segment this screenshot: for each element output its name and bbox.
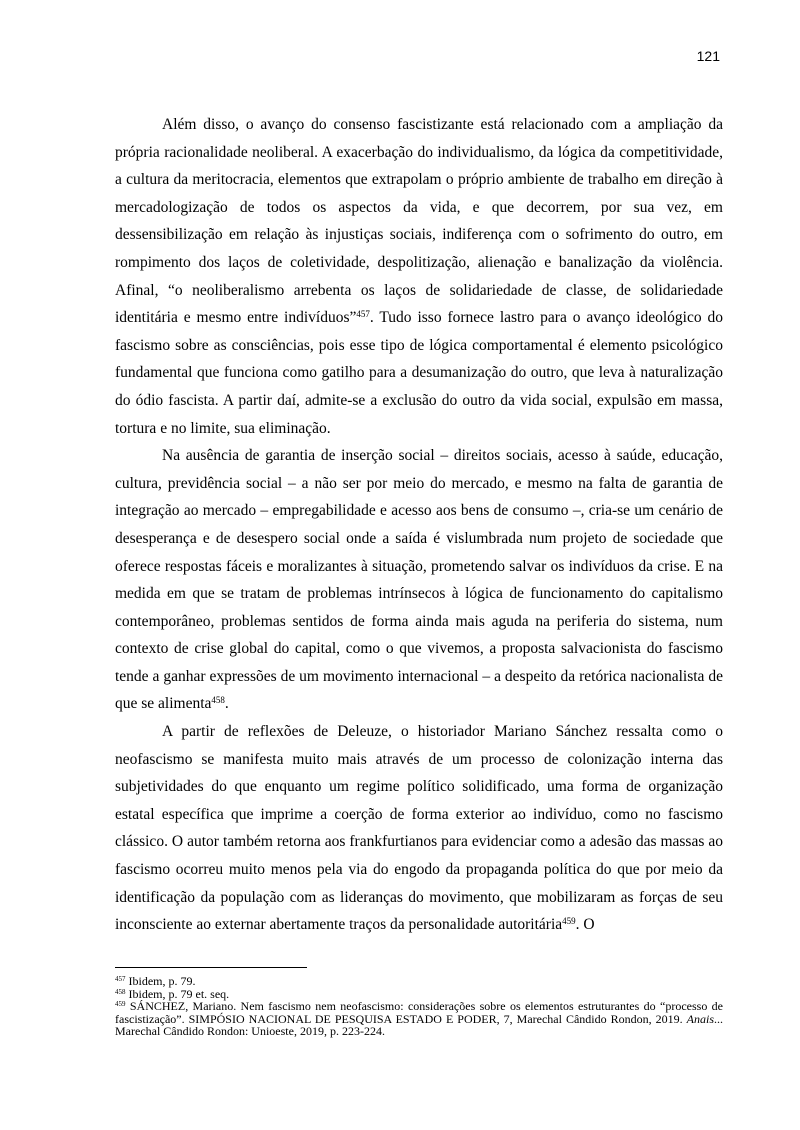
footnote-number: 459 xyxy=(115,1000,126,1009)
footnote-ref: 457 xyxy=(356,309,370,320)
page-number: 121 xyxy=(696,48,720,64)
footnote: $^{457}$ Ibidem, p. 79. xyxy=(115,974,196,988)
footnote: $^{458}$ Ibidem, p. 79 et. seq. xyxy=(115,986,230,1001)
footnote: $^{459}$ SÁNCHEZ, Mariano. Nem fascismo nem neofascismo: considerações sobre os elementos estruturantes do “processo de fascistização”. SIMPÓSIO NACIONAL DE PESQUISA ESTADO E PODER, 7, Marechal Cândido Rondon, 2019. Anais... Marechal Cândido Rondon: Unioeste, 2019, p. 223-224. xyxy=(115,999,723,1039)
footnote-separator xyxy=(115,967,307,968)
footnote-number: 458 xyxy=(115,987,126,996)
body-text xyxy=(115,111,723,939)
paragraph: Além disso, o avanço do consenso fascistizante está relacionado com a ampliação da própria racionalidade neoliberal. A exacerbação do individualismo, da lógica da competitividade, a cultura da meritocracia, elementos que extrapolam o próprio ambiente de trabalho em direção à mercadologização de todos os aspectos da vida, e que decorrem, por sua vez, em dessensibilização em relação às injustiças sociais, indiferença com o sofrimento do outro, em rompimento dos laços de coletividade, despolitização, alienação e banalização da violência. Afinal, “o neoliberalismo arrebenta os laços de solidariedade de classe, de solidariedade identitária e mesmo entre indivíduos”$^{457}$. Tudo isso fornece lastro para o avanço ideológico do fascismo sobre as consciências, pois esse tipo de lógica comportamental é elemento psicológico fundamental que funciona como gatilho para a desumanização do outro, que leva à naturalização do ódio fascista. A partir daí, admite-se a exclusão do outro da vida social, expulsão em massa, tortura e no limite, sua eliminação. xyxy=(115,116,723,437)
footnote-ref: 458 xyxy=(211,695,225,706)
paragraph: Na ausência de garantia de inserção social – direitos sociais, acesso à saúde, educação, cultura, previdência social – a não ser por meio do mercado, e mesmo na falta de garantia de integração ao mercado – empregabilidade e acesso aos bens de consumo –, cria-se um cenário de desesperança e de desespero social onde a saída é vislumbrada num projeto de sociedade que oferece respostas fáceis e moralizantes à situação, prometendo salvar os indivíduos da crise. E na medida em que se tratam de problemas intrínsecos à lógica de funcionamento do capitalismo contemporâneo, problemas sentidos de forma ainda mais aguda na periferia do sistema, num contexto de crise global do capital, como o que vivemos, a proposta salvacionista do fascismo tende a ganhar expressões de um movimento internacional – a despeito da retórica nacionalista de que se alimenta$^{458}$. xyxy=(115,447,723,713)
footnote-ref: 459 xyxy=(562,916,576,927)
footnotes xyxy=(115,975,723,1038)
paragraph: A partir de reflexões de Deleuze, o historiador Mariano Sánchez ressalta como o neofascismo se manifesta muito mais através de um processo de colonização interna das subjetividades do que enquanto um regime político solidificado, uma forma de organização estatal específica que imprime a coerção de forma exterior ao indivíduo, como no fascismo clássico. O autor também retorna aos frankfurtianos para evidenciar como a adesão das massas ao fascismo ocorreu muito menos pela via do engodo da propaganda política do que por meio da identificação da população com as lideranças do movimento, que mobilizaram as forças de seu inconsciente ao externar abertamente traços da personalidade autoritária$^{459}$. O xyxy=(115,723,723,934)
footnote-number: 457 xyxy=(115,975,126,983)
